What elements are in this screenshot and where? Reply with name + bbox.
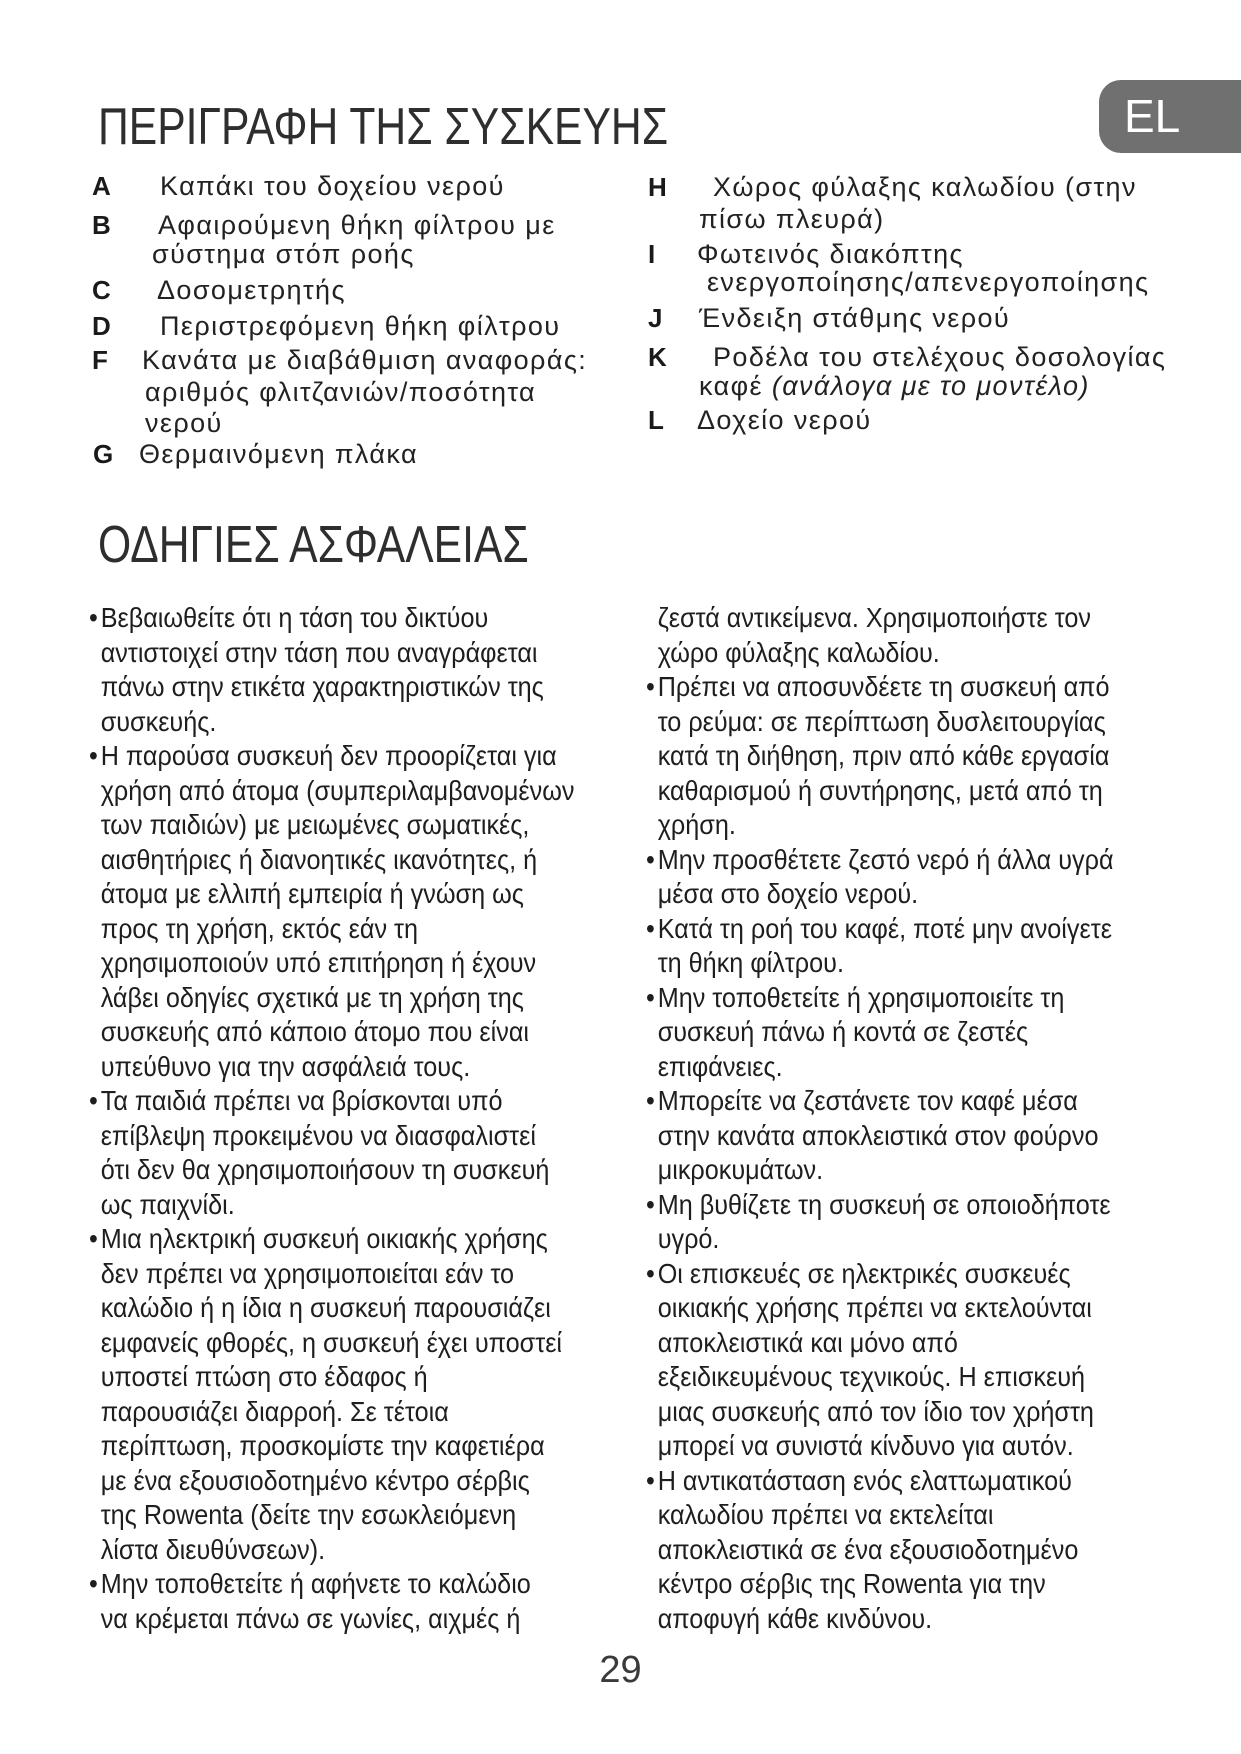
safety-line: υπεύθυνο για την ασφάλειά τους. xyxy=(100,1050,471,1082)
safety-line: της Rowenta (δείτε την εσωκλειόμενη xyxy=(100,1499,517,1530)
safety-item xyxy=(89,1084,629,1222)
safety-line: στην κανάτα αποκλειστικά στον φούρνο xyxy=(657,1119,1099,1151)
description-title: ΠΕΡΙΓΡΑΦΗ ΤΗΣ ΣΥΣΚΕΥΗΣ xyxy=(98,98,669,156)
safety-item-continued xyxy=(646,601,1206,670)
safety-text: Μπορείτε να ζεστάνετε τον καφέ μέσα xyxy=(657,1085,1078,1116)
safety-line: μικροκυμάτων. xyxy=(657,1154,824,1185)
safety-title: ΟΔΗΓΙΕΣ ΑΣΦΑΛΕΙΑΣ xyxy=(98,516,529,574)
part-d-letter: D xyxy=(92,311,111,341)
safety-text: Κατά τη ροή του καφέ, ποτέ μην ανοίγετε xyxy=(657,912,1112,944)
bullet: • xyxy=(89,740,98,771)
safety-line: να κρέμεται πάνω σε γωνίες, αιχμές ή xyxy=(100,1602,521,1634)
safety-item xyxy=(646,912,1206,981)
safety-line xyxy=(646,1257,1150,1292)
safety-item xyxy=(89,1567,629,1636)
page-number: 29 xyxy=(599,1649,642,1691)
safety-line xyxy=(89,1084,575,1119)
safety-item xyxy=(89,739,629,1084)
part-f-label: αριθμός φλιτζανιών/ποσότητα xyxy=(145,377,537,407)
safety-text: Μην προσθέτετε ζεστό νερό ή άλλα υγρά xyxy=(657,843,1114,875)
part-f-label: νερού xyxy=(145,408,223,438)
safety-text: Πρέπει να αποσυνδέετε τη συσκευή από xyxy=(657,671,1110,702)
safety-line: κέντρο σέρβις της Rowenta για την xyxy=(657,1568,1046,1599)
safety-line: καθαρισμού ή συντήρησης, μετά από τη xyxy=(657,774,1103,806)
safety-text: Μην τοποθετείτε ή χρησιμοποιείτε τη xyxy=(657,981,1065,1013)
part-h-letter: H xyxy=(648,172,667,202)
safety-item xyxy=(646,1188,1206,1257)
safety-line: εμφανείς φθορές, η συσκευή έχει υποστεί xyxy=(100,1326,563,1358)
safety-line: κατά τη διήθηση, πριν από κάθε εργασία xyxy=(657,740,1110,771)
part-i-letter: I xyxy=(648,239,656,269)
safety-line xyxy=(646,981,1150,1016)
safety-line: συσκευής. xyxy=(100,705,217,737)
safety-line: μιας συσκευής από τον ίδιο τον χρήστη xyxy=(657,1395,1094,1427)
safety-line xyxy=(646,1464,1150,1499)
part-c-label: Δοσομετρητής xyxy=(157,275,346,305)
safety-line: ως παιχνίδι. xyxy=(100,1188,235,1220)
safety-line: οικιακής χρήσης πρέπει να εκτελούνται xyxy=(657,1292,1092,1323)
safety-line: χρησιμοποιούν υπό επιτήρηση ή έχουν xyxy=(100,947,537,978)
safety-line: τη θήκη φίλτρου. xyxy=(657,947,844,978)
language-tab-label: EL xyxy=(1124,90,1181,142)
part-b-letter: B xyxy=(92,210,111,240)
safety-line: χρήση. xyxy=(657,809,736,840)
part-c-letter: C xyxy=(92,275,111,305)
safety-line: πάνω στην ετικέτα χαρακτηριστικών της xyxy=(100,671,544,702)
safety-line: λάβει οδηγίες σχετικά με τη χρήση της xyxy=(100,981,524,1013)
safety-line: χώρο φύλαξης καλωδίου. xyxy=(657,636,940,668)
safety-line: αποφυγή κάθε κινδύνου. xyxy=(657,1602,933,1634)
language-tab xyxy=(1099,80,1241,153)
safety-line: αποκλειστικά και μόνο από xyxy=(657,1326,958,1358)
safety-line: ζεστά αντικείμενα. Χρησιμοποιήστε τον xyxy=(657,602,1091,633)
safety-line: αισθητήριες ή διανοητικές ικανότητες, ή xyxy=(100,843,538,875)
safety-line xyxy=(646,1084,1150,1119)
safety-line: καλωδίου πρέπει να εκτελείται xyxy=(657,1499,994,1530)
safety-item xyxy=(89,601,629,739)
part-k-label-text: καφέ xyxy=(699,371,763,401)
bullet: • xyxy=(89,602,98,633)
safety-item xyxy=(646,1257,1206,1464)
safety-text: Η παρούσα συσκευή δεν προορίζεται για xyxy=(100,740,557,771)
part-l-label: Δοχείο νερού xyxy=(697,405,872,435)
safety-line: αντιστοιχεί στην τάση που αναγράφεται xyxy=(100,636,538,668)
safety-line: περίπτωση, προσκομίστε την καφετιέρα xyxy=(100,1430,545,1461)
safety-line: των παιδιών) με μειωμένες σωματικές, xyxy=(100,809,530,840)
safety-item xyxy=(646,843,1206,912)
safety-line: συσκευής από κάποιο άτομο που είναι xyxy=(100,1016,530,1047)
safety-line xyxy=(646,1188,1150,1223)
safety-line: το ρεύμα: σε περίπτωση δυσλειτουργίας xyxy=(657,705,1106,737)
safety-item xyxy=(89,1222,629,1567)
safety-line: επίβλεψη προκειμένου να διασφαλιστεί xyxy=(100,1119,536,1151)
safety-column-left xyxy=(89,601,629,1636)
bullet: • xyxy=(646,1085,655,1116)
safety-line: μέσα στο δοχείο νερού. xyxy=(657,878,919,909)
part-k-label: Ροδέλα του στελέχους δοσολογίας xyxy=(713,342,1167,372)
part-j-letter: J xyxy=(648,303,663,333)
bullet: • xyxy=(646,671,655,702)
safety-text: Τα παιδιά πρέπει να βρίσκονται υπό xyxy=(100,1085,503,1116)
safety-line xyxy=(89,1222,575,1257)
part-f-letter: F xyxy=(92,345,108,375)
part-f-label: Κανάτα με διαβάθμιση αναφοράς: xyxy=(142,345,588,375)
part-b-label: Αφαιρούμενη θήκη φίλτρου με xyxy=(158,210,556,240)
part-i-label: ενεργοποίησης/απενεργοποίησης xyxy=(707,267,1150,297)
part-a-letter: A xyxy=(92,171,111,201)
safety-column-right xyxy=(646,601,1206,1636)
part-g-letter: G xyxy=(93,439,114,469)
part-h-label: Χώρος φύλαξης καλωδίου (στην xyxy=(713,172,1137,202)
safety-text: Βεβαιωθείτε ότι η τάση του δικτύου xyxy=(100,602,489,633)
safety-item xyxy=(646,1464,1206,1637)
safety-line: μπορεί να συνιστά κίνδυνο για αυτόν. xyxy=(657,1430,1074,1461)
bullet: • xyxy=(646,912,655,944)
safety-text: Μη βυθίζετε τη συσκευή σε οποιοδήποτε xyxy=(657,1188,1111,1220)
part-g-label: Θερμαινόμενη πλάκα xyxy=(139,439,418,469)
safety-item xyxy=(646,1084,1206,1188)
safety-line xyxy=(646,670,1150,705)
safety-line: συσκευή πάνω ή κοντά σε ζεστές xyxy=(657,1016,1029,1047)
bullet: • xyxy=(646,1188,655,1220)
safety-line xyxy=(646,843,1150,878)
safety-line xyxy=(89,739,575,774)
part-b-label: σύστημα στόπ ροής xyxy=(152,239,415,269)
safety-line: εξειδικευμένους τεχνικούς. Η επισκευή xyxy=(657,1361,1086,1392)
safety-line: λίστα διευθύνσεων). xyxy=(100,1533,326,1565)
safety-text: Μια ηλεκτρική συσκευή οικιακής χρήσης xyxy=(100,1223,548,1254)
bullet: • xyxy=(89,1223,98,1254)
safety-text: Μην τοποθετείτε ή αφήνετε το καλώδιο xyxy=(100,1568,531,1599)
part-j-label: Ένδειξη στάθμης νερού xyxy=(699,303,1011,333)
part-h-label: πίσω πλευρά) xyxy=(699,204,885,234)
safety-line: χρήση από άτομα (συμπεριλαμβανομένων xyxy=(100,774,575,806)
part-l-letter: L xyxy=(648,405,664,435)
safety-line: προς τη χρήση, εκτός εάν τη xyxy=(100,912,419,944)
part-k-label xyxy=(699,371,1090,401)
safety-line: επιφάνειες. xyxy=(657,1050,783,1082)
part-k-model-note: (ανάλογα με το μοντέλο) xyxy=(771,371,1090,401)
safety-text: Η αντικατάσταση ενός ελαττωματικού xyxy=(657,1464,1072,1496)
safety-line xyxy=(89,1567,575,1602)
part-k-letter: K xyxy=(648,342,667,372)
bullet: • xyxy=(646,1257,655,1289)
safety-item xyxy=(646,670,1206,843)
bullet: • xyxy=(89,1085,98,1116)
bullet: • xyxy=(89,1568,98,1599)
safety-line: καλώδιο ή η ίδια η συσκευή παρουσιάζει xyxy=(100,1292,551,1323)
part-a-label: Καπάκι του δοχείου νερού xyxy=(160,171,505,201)
safety-line: παρουσιάζει διαρροή. Σε τέτοια xyxy=(100,1395,449,1427)
safety-line: δεν πρέπει να χρησιμοποιείται εάν το xyxy=(100,1257,515,1289)
bullet: • xyxy=(646,1464,655,1496)
bullet: • xyxy=(646,843,655,875)
safety-line: με ένα εξουσιοδοτημένο κέντρο σέρβις xyxy=(100,1464,530,1496)
safety-line: άτομα με ελλιπή εμπειρία ή γνώση ως xyxy=(100,878,524,909)
safety-text: Οι επισκευές σε ηλεκτρικές συσκευές xyxy=(657,1257,1071,1289)
safety-line: υποστεί πτώση στο έδαφος ή xyxy=(100,1361,428,1392)
safety-line xyxy=(89,601,575,636)
bullet: • xyxy=(646,981,655,1013)
safety-line: υγρό. xyxy=(657,1223,720,1254)
safety-line: αποκλειστικά σε ένα εξουσιοδοτημένο xyxy=(657,1533,1079,1565)
part-i-label: Φωτεινός διακόπτης xyxy=(697,239,964,269)
safety-item xyxy=(646,981,1206,1085)
part-d-label: Περιστρεφόμενη θήκη φίλτρου xyxy=(160,311,561,341)
safety-line: ότι δεν θα χρησιμοποιήσουν τη συσκευή xyxy=(100,1154,550,1185)
safety-line xyxy=(646,912,1150,947)
